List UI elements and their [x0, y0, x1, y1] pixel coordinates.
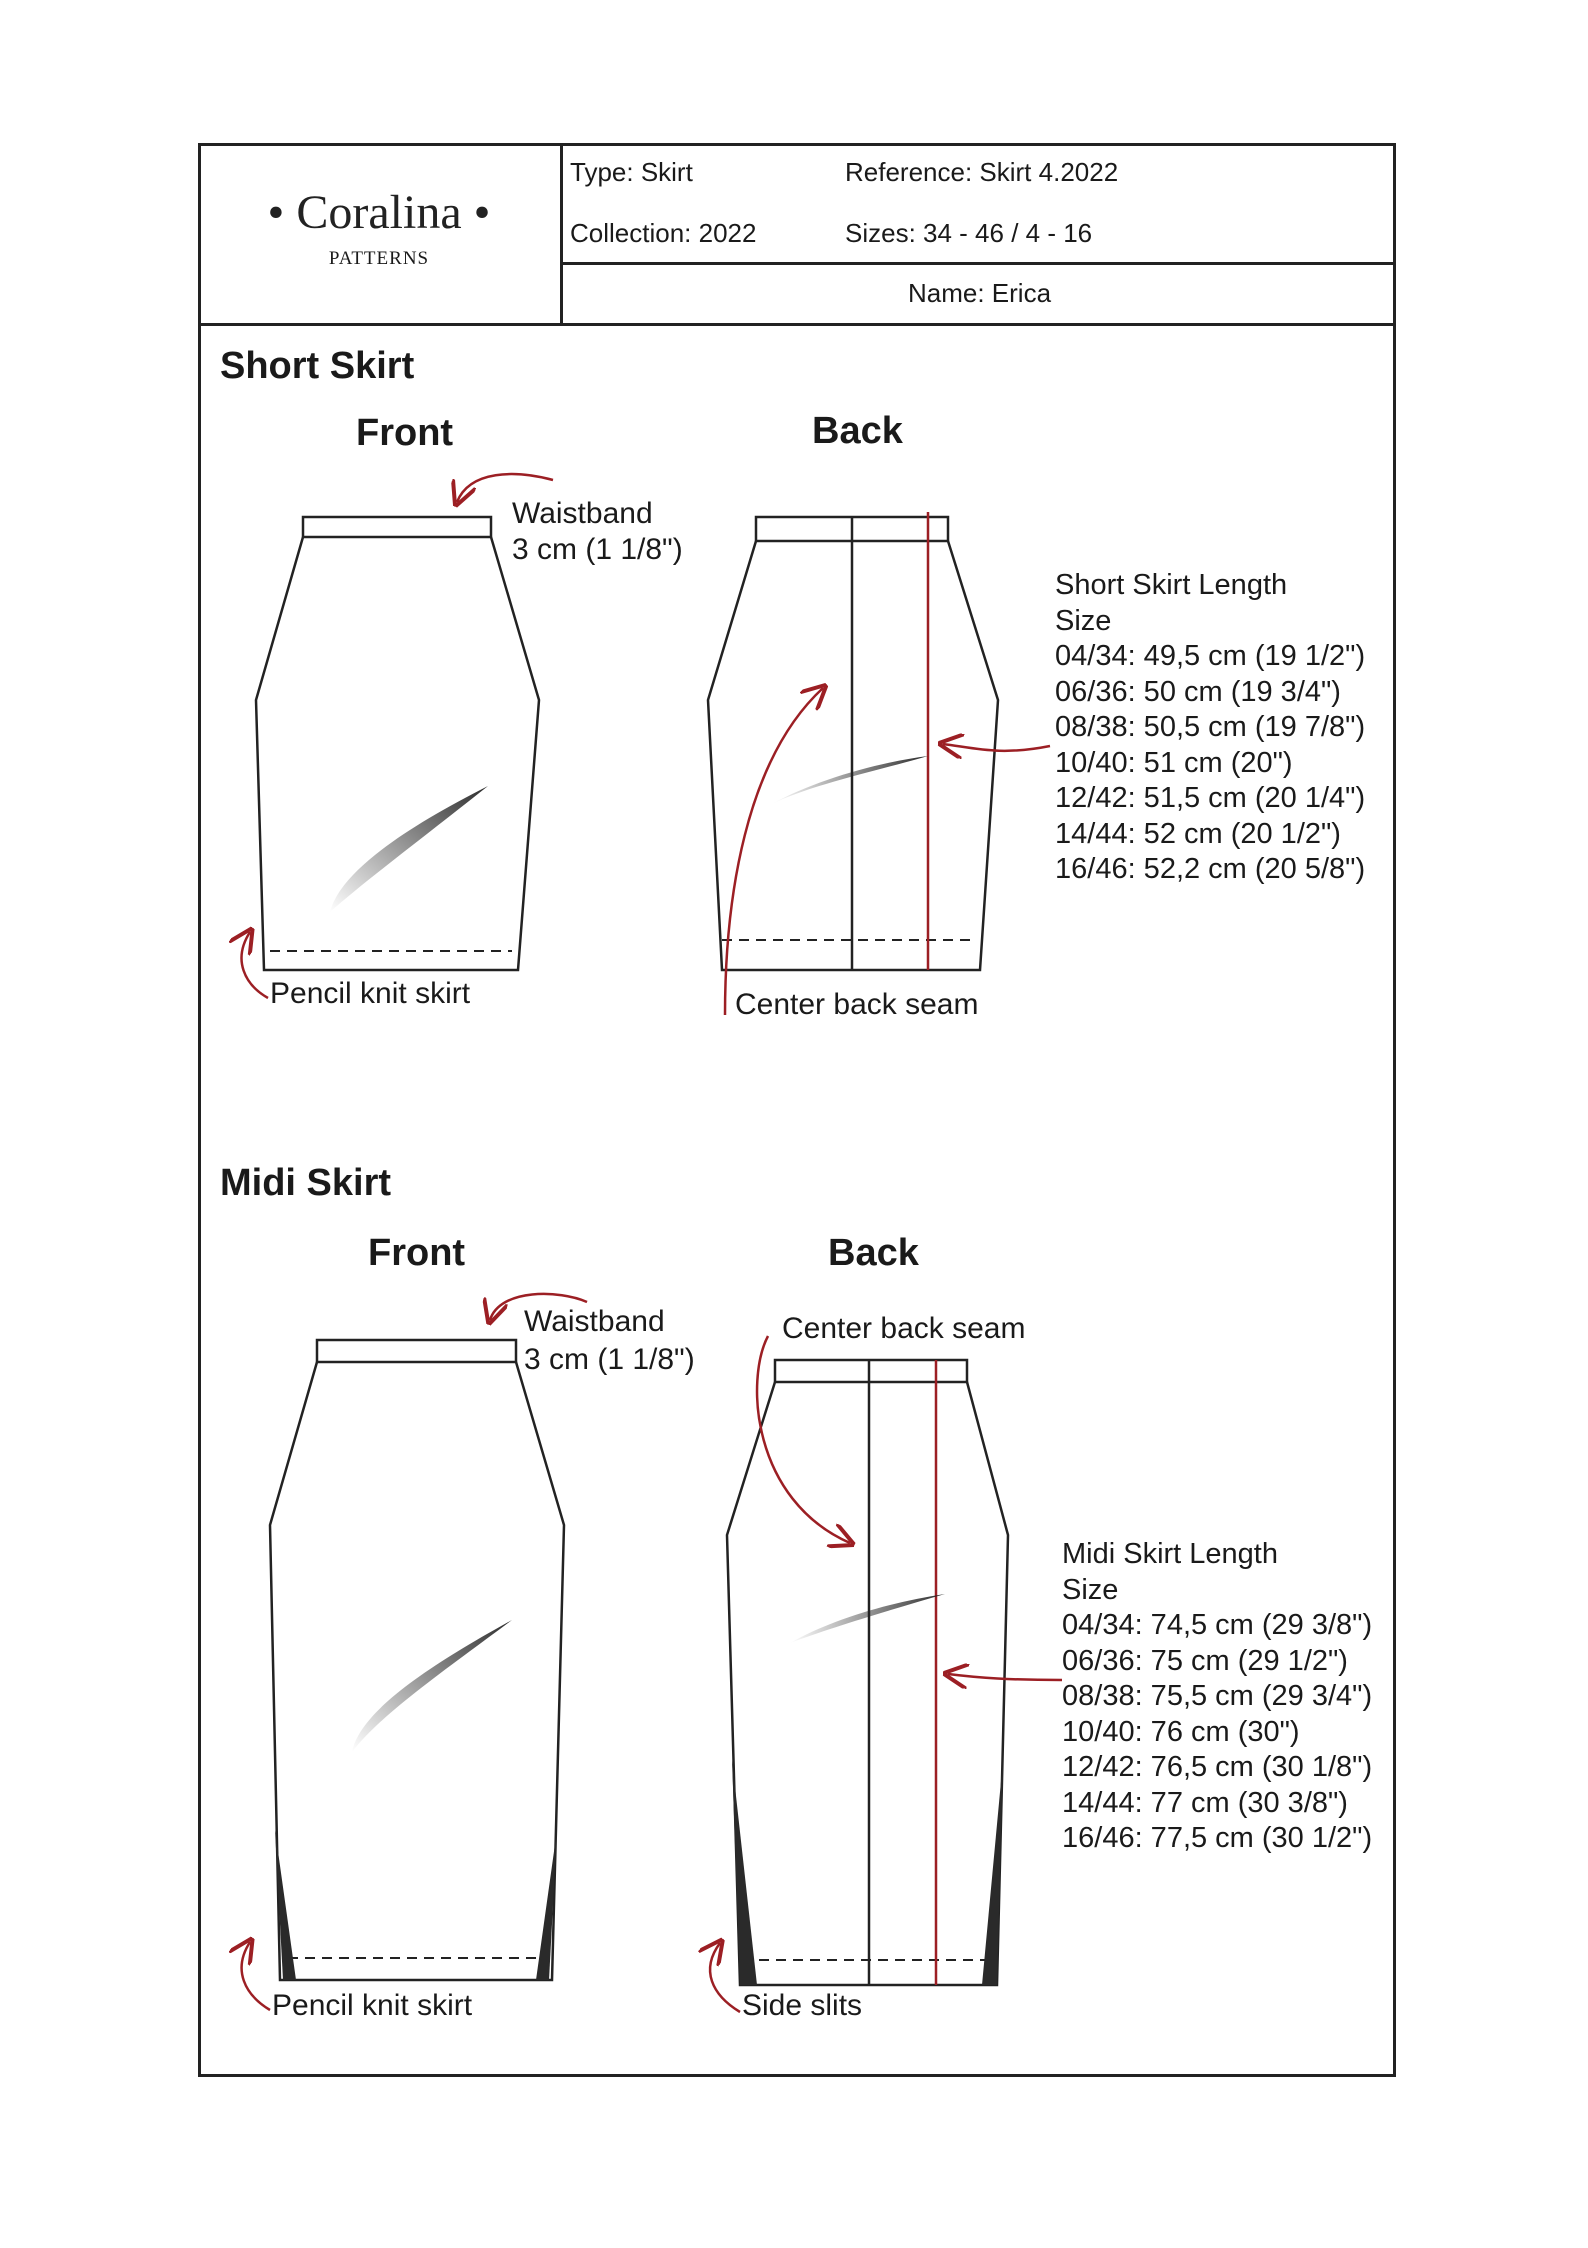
short-back-drawing [708, 517, 998, 970]
midi-length-row: 16/46: 77,5 cm (30 1/2") [1062, 1822, 1373, 1854]
midi-back-right-slit-shade [982, 1760, 1003, 1985]
short-center-back-arrow [725, 688, 823, 1015]
midi-back-waistband [775, 1360, 967, 1382]
short-front-shading [330, 786, 488, 912]
short-back-title: Back [812, 410, 903, 452]
short-length-arrow [943, 744, 1050, 751]
midi-front-waistband [317, 1340, 516, 1362]
midi-size-heading: Size [1062, 1573, 1119, 1606]
midi-back-title: Back [828, 1232, 919, 1274]
short-size-heading: Size [1055, 604, 1112, 637]
midi-center-back-label: Center back seam [782, 1312, 1026, 1345]
collection-field: Collection: 2022 [570, 218, 757, 248]
midi-slits-arrow [710, 1943, 740, 2012]
midi-length-row: 04/34: 74,5 cm (29 3/8") [1062, 1609, 1373, 1641]
midi-length-row: 12/42: 76,5 cm (30 1/8") [1062, 1751, 1373, 1783]
short-length-row: 08/38: 50,5 cm (19 7/8") [1055, 711, 1366, 743]
short-front-drawing [256, 517, 539, 970]
midi-length-row: 06/36: 75 cm (29 1/2") [1062, 1644, 1348, 1677]
midi-skirt-title: Midi Skirt [220, 1162, 392, 1204]
short-waistband-size: 3 cm (1 1/8") [512, 533, 683, 566]
reference-field: Reference: Skirt 4.2022 [845, 157, 1119, 187]
midi-front-drawing [270, 1340, 564, 1980]
midi-pencil-arrow [242, 1942, 270, 2010]
midi-slits-label: Side slits [742, 1989, 863, 2022]
short-front-waistband [303, 517, 491, 537]
sizes-field: Sizes: 34 - 46 / 4 - 16 [845, 218, 1093, 248]
name-field: Name: Erica [908, 278, 1052, 308]
short-length-title: Short Skirt Length [1055, 569, 1288, 601]
short-length-row: 16/46: 52,2 cm (20 5/8") [1055, 853, 1366, 885]
short-length-row: 10/40: 51 cm (20") [1055, 746, 1293, 779]
midi-length-row: 08/38: 75,5 cm (29 3/4") [1062, 1680, 1373, 1712]
brand-logo: • Coralina • [267, 186, 491, 239]
midi-length-title: Midi Skirt Length [1062, 1538, 1278, 1570]
midi-front-outline [270, 1362, 564, 1980]
short-skirt-title: Short Skirt [220, 345, 415, 387]
short-length-row: 06/36: 50 cm (19 3/4") [1055, 675, 1341, 708]
short-length-row: 14/44: 52 cm (20 1/2") [1055, 817, 1341, 850]
short-front-title: Front [356, 412, 454, 454]
midi-back-shading [790, 1594, 945, 1643]
short-back-shading [772, 756, 928, 804]
short-length-row: 12/42: 51,5 cm (20 1/4") [1055, 782, 1366, 814]
midi-waistband-size: 3 cm (1 1/8") [524, 1343, 695, 1376]
short-front-outline [256, 537, 539, 970]
midi-length-row: 14/44: 77 cm (30 3/8") [1062, 1786, 1348, 1819]
short-center-back-label: Center back seam [735, 988, 979, 1021]
brand-subtitle: PATTERNS [328, 248, 430, 269]
short-length-row: 04/34: 49,5 cm (19 1/2") [1055, 640, 1366, 672]
short-waistband-label: Waistband [512, 497, 653, 530]
type-field: Type: Skirt [570, 157, 693, 187]
midi-length-table [1062, 1537, 1372, 1857]
midi-front-shading [352, 1620, 512, 1752]
midi-length-row: 10/40: 76 cm (30") [1062, 1715, 1300, 1748]
midi-front-title: Front [368, 1232, 466, 1274]
midi-back-outline [727, 1382, 1008, 1985]
short-pencil-label: Pencil knit skirt [270, 977, 471, 1010]
midi-waistband-label: Waistband [524, 1305, 665, 1338]
short-length-table [1055, 568, 1365, 888]
midi-pencil-label: Pencil knit skirt [272, 1989, 473, 2022]
